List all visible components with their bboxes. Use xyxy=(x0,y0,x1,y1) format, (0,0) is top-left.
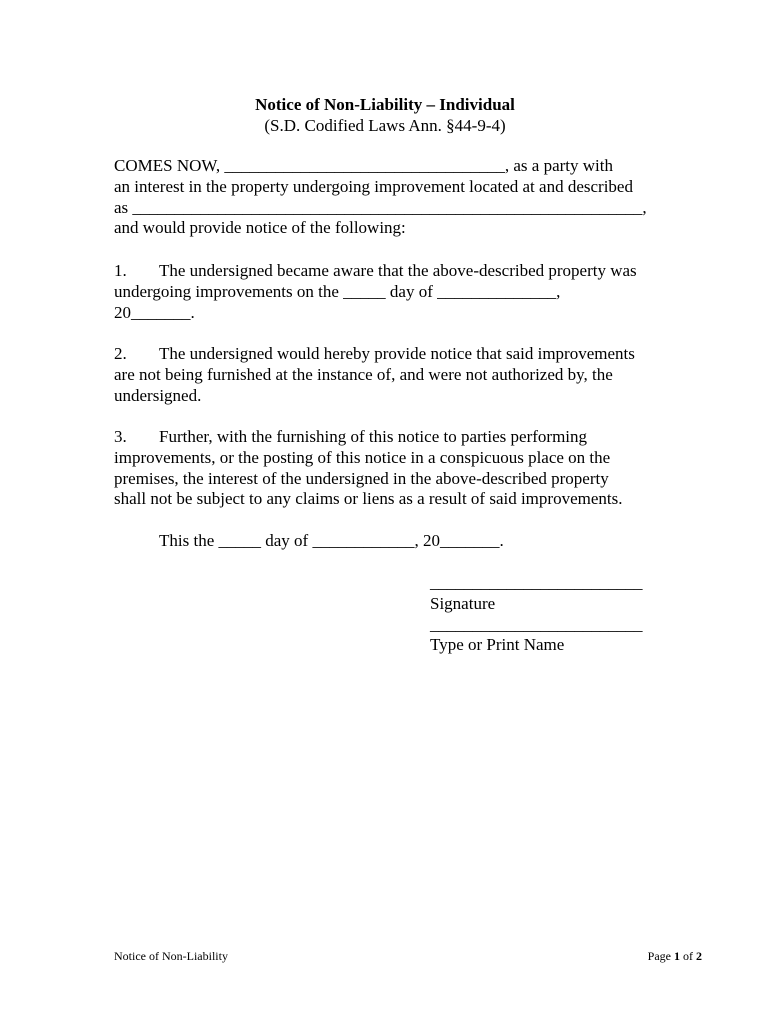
paragraph-text: The undersigned would hereby provide notice that said improvements xyxy=(159,344,635,363)
signature-label: Signature xyxy=(430,594,496,613)
paragraph-line xyxy=(114,344,674,365)
intro-paragraph xyxy=(114,156,674,239)
print-name-label: Type or Print Name xyxy=(430,635,565,654)
page-total: 2 xyxy=(696,949,702,963)
paragraph-number: 1. xyxy=(114,261,127,280)
title-block xyxy=(0,94,770,136)
page-number xyxy=(648,949,702,963)
paragraph-number: 2. xyxy=(114,344,127,363)
footer-title: Notice of Non-Liability xyxy=(114,949,228,963)
page-current: 1 xyxy=(674,949,680,963)
intro-line: as ____________________________________________________________, xyxy=(114,197,647,217)
document-title: Notice of Non-Liability – Individual xyxy=(255,95,515,114)
intro-line: COMES NOW, _________________________________, as a party with xyxy=(114,156,613,175)
paragraph-line: undergoing improvements on the _____ day of ______________, xyxy=(114,281,561,301)
paragraph-line: improvements, or the posting of this notice in a conspicuous place on the xyxy=(114,447,611,467)
paragraph-1 xyxy=(114,261,674,323)
dated-line xyxy=(159,531,719,552)
paragraph-line: premises, the interest of the undersigned in the above-described property xyxy=(114,468,609,488)
paragraph-number: 3. xyxy=(114,427,127,446)
paragraph-line: shall not be subject to any claims or liens as a result of said improvements. xyxy=(114,489,623,509)
page-of: of xyxy=(680,949,696,963)
paragraph-line xyxy=(114,261,674,282)
paragraph-text: The undersigned became aware that the above-described property was xyxy=(159,261,637,280)
paragraph-3 xyxy=(114,427,674,510)
paragraph-line: are not being furnished at the instance of, and were not authorized by, the xyxy=(114,364,613,384)
paragraph-line: 20_______. xyxy=(114,302,195,322)
dated-text: This the _____ day of ____________, 20_______. xyxy=(159,531,504,550)
intro-line: and would provide notice of the following: xyxy=(114,218,406,238)
paragraph-line xyxy=(114,427,674,448)
page-prefix: Page xyxy=(647,949,674,963)
paragraph-2 xyxy=(114,344,674,406)
paragraph-text: Further, with the furnishing of this notice to parties performing xyxy=(159,427,588,446)
paragraph-line: undersigned. xyxy=(114,385,202,405)
signature-line: _________________________ xyxy=(430,573,643,592)
document-subtitle: (S.D. Codified Laws Ann. §44-9-4) xyxy=(264,116,506,135)
print-name-line: _________________________ xyxy=(430,615,643,634)
intro-line: an interest in the property undergoing improvement located at and described xyxy=(114,176,633,196)
